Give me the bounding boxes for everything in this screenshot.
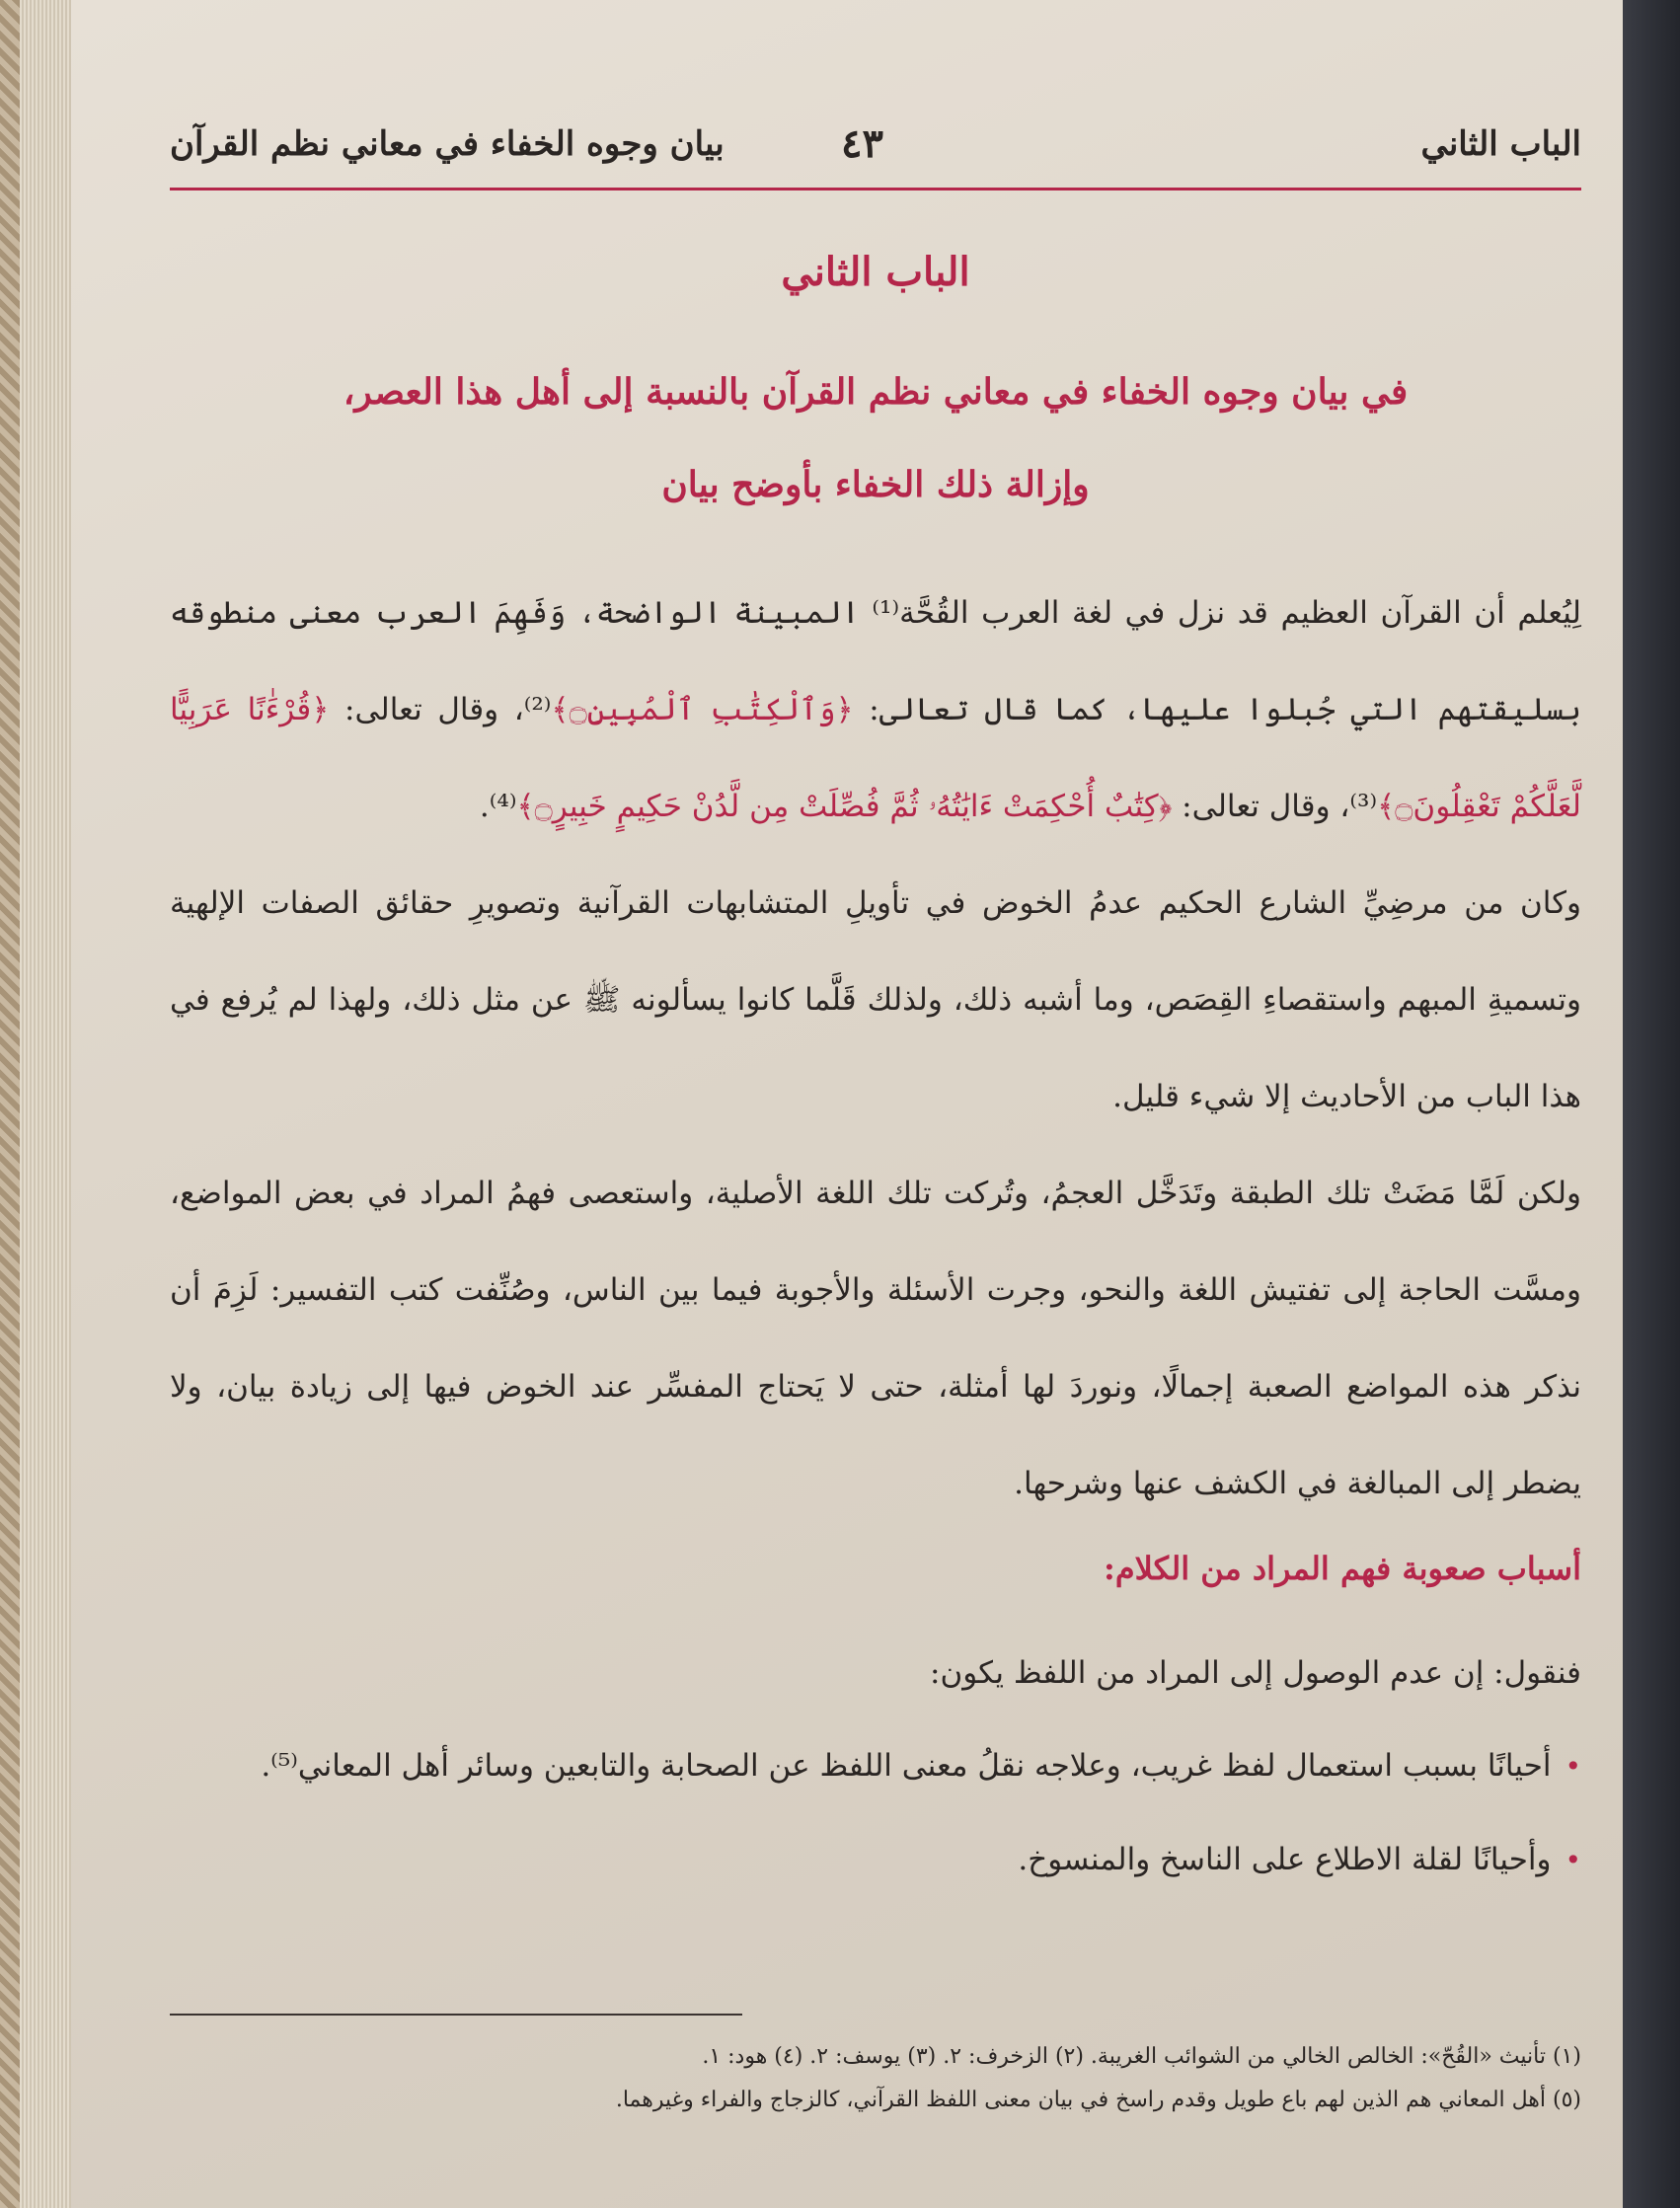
bullet-icon: • — [1565, 1750, 1581, 1783]
paragraph-1 — [170, 565, 1581, 855]
p1-text-b: ⁽²⁾، وقال تعالى: — [329, 692, 552, 727]
p1-text-c: ⁽³⁾، وقال تعالى: — [1172, 789, 1378, 824]
quran-verse-3: ﴿كِتَٰبٌ أُحْكِمَتْ ءَايَٰتُهُۥ ثُمَّ فُصِّلَتْ مِن لَّدُنْ حَكِيمٍ خَبِيرٍ۝﴾ — [516, 789, 1173, 824]
p1-text-d: ⁽⁴⁾. — [479, 789, 517, 824]
footnote-rule — [170, 2014, 742, 2016]
p1-text-a: لِيُعلم أن القرآن العظيم قد نزل في لغة العرب القُحَّة⁽¹⁾ المبينة الواضحة، وَفَهِمَ العرب معنى منطوقه بسليقتهم التي جُبلوا عليها، كما قال تعالى: — [170, 595, 1581, 727]
list-item-2 — [170, 1813, 1581, 1907]
bullet-icon: • — [1565, 1844, 1581, 1876]
chapter-subtitle-line1: في بيان وجوه الخفاء في معاني نظم القرآن بالنسبة إلى أهل هذا العصر، — [343, 371, 1409, 413]
running-header — [170, 120, 1581, 184]
list-item-2-text: وأحيانًا لقلة الاطلاع على الناسخ والمنسوخ. — [1018, 1842, 1552, 1877]
footnote-line-2: (٥) أهل المعاني هم الذين لهم باع طويل وقدم راسخ في بيان معنى اللفظ القرآني، كالزجاج والفراء وغيرهما. — [615, 2088, 1581, 2112]
book-cover-edge — [1617, 0, 1680, 2208]
header-running-title: بيان وجوه الخفاء في معاني نظم القرآن — [170, 124, 725, 164]
paragraph-2: وكان من مرضِيِّ الشارع الحكيم عدمُ الخوض في تأويلِ المتشابهات القرآنية وتصويرِ حقائق الصفات الإلهية وتسميةِ المبهم واستقصاءِ القِصَص، وما أشبه ذلك، ولذلك قَلَّما كانوا يسألونه ﷺ عن مثل ذلك، ولهذا لم يُرفع في هذا الباب من الأحاديث إلا شيء قليل. — [170, 885, 1581, 1114]
quran-verse-1: ﴿وَٱلْكِتَٰبِ ٱلْمُبِينِ۝﴾ — [551, 692, 854, 727]
list-item-1 — [170, 1719, 1581, 1813]
header-rule — [170, 188, 1581, 190]
header-chapter: الباب الثاني — [1420, 124, 1581, 164]
book-page — [71, 0, 1623, 2208]
intro-line: فنقول: إن عدم الوصول إلى المراد من اللفظ يكون: — [930, 1655, 1581, 1691]
list-item-1-text: أحيانًا بسبب استعمال لفظ غريب، وعلاجه نقلُ معنى اللفظ عن الصحابة والتابعين وسائر أهل المعاني⁽⁵⁾. — [261, 1748, 1552, 1784]
chapter-title: الباب الثاني — [781, 249, 970, 295]
body-text — [170, 565, 1581, 1532]
quran-verse-2: ﴿قُرْءَٰنًا عَرَبِيًّا لَّعَلَّكُمْ تَعْقِلُونَ۝﴾ — [170, 692, 1581, 824]
footnote-line-1: (١) تأنيث «القُحّ»: الخالص الخالي من الشوائب الغريبة. (٢) الزخرف: ٢. (٣) يوسف: ٢. (٤) هود: ١. — [702, 2044, 1581, 2069]
chapter-subtitle-line2: وإزالة ذلك الخفاء بأوضح بيان — [661, 464, 1090, 505]
section-heading: أسباب صعوبة فهم المراد من الكلام: — [1104, 1550, 1581, 1587]
list-section — [170, 1627, 1581, 1907]
paragraph-3: ولكن لَمَّا مَضَتْ تلك الطبقة وتَدَخَّل العجمُ، وتُركت تلك اللغة الأصلية، واستعصى فهمُ المراد في بعض المواضع، ومسَّت الحاجة إلى تفتيش اللغة والنحو، وجرت الأسئلة والأجوبة فيما بين الناس، وصُنِّفت كتب التفسير: لَزِمَ أن نذكر هذه المواضع الصعبة إجمالًا، ونوردَ لها أمثلة، حتى لا يَحتاج المفسِّر عند الخوض فيها إلى زيادة بيان، ولا يضطر إلى المبالغة في الكشف عنها وشرحها. — [170, 1176, 1581, 1501]
page-number: ٤٣ — [841, 120, 883, 167]
footnotes — [170, 2035, 1581, 2122]
page-content — [170, 0, 1581, 2208]
